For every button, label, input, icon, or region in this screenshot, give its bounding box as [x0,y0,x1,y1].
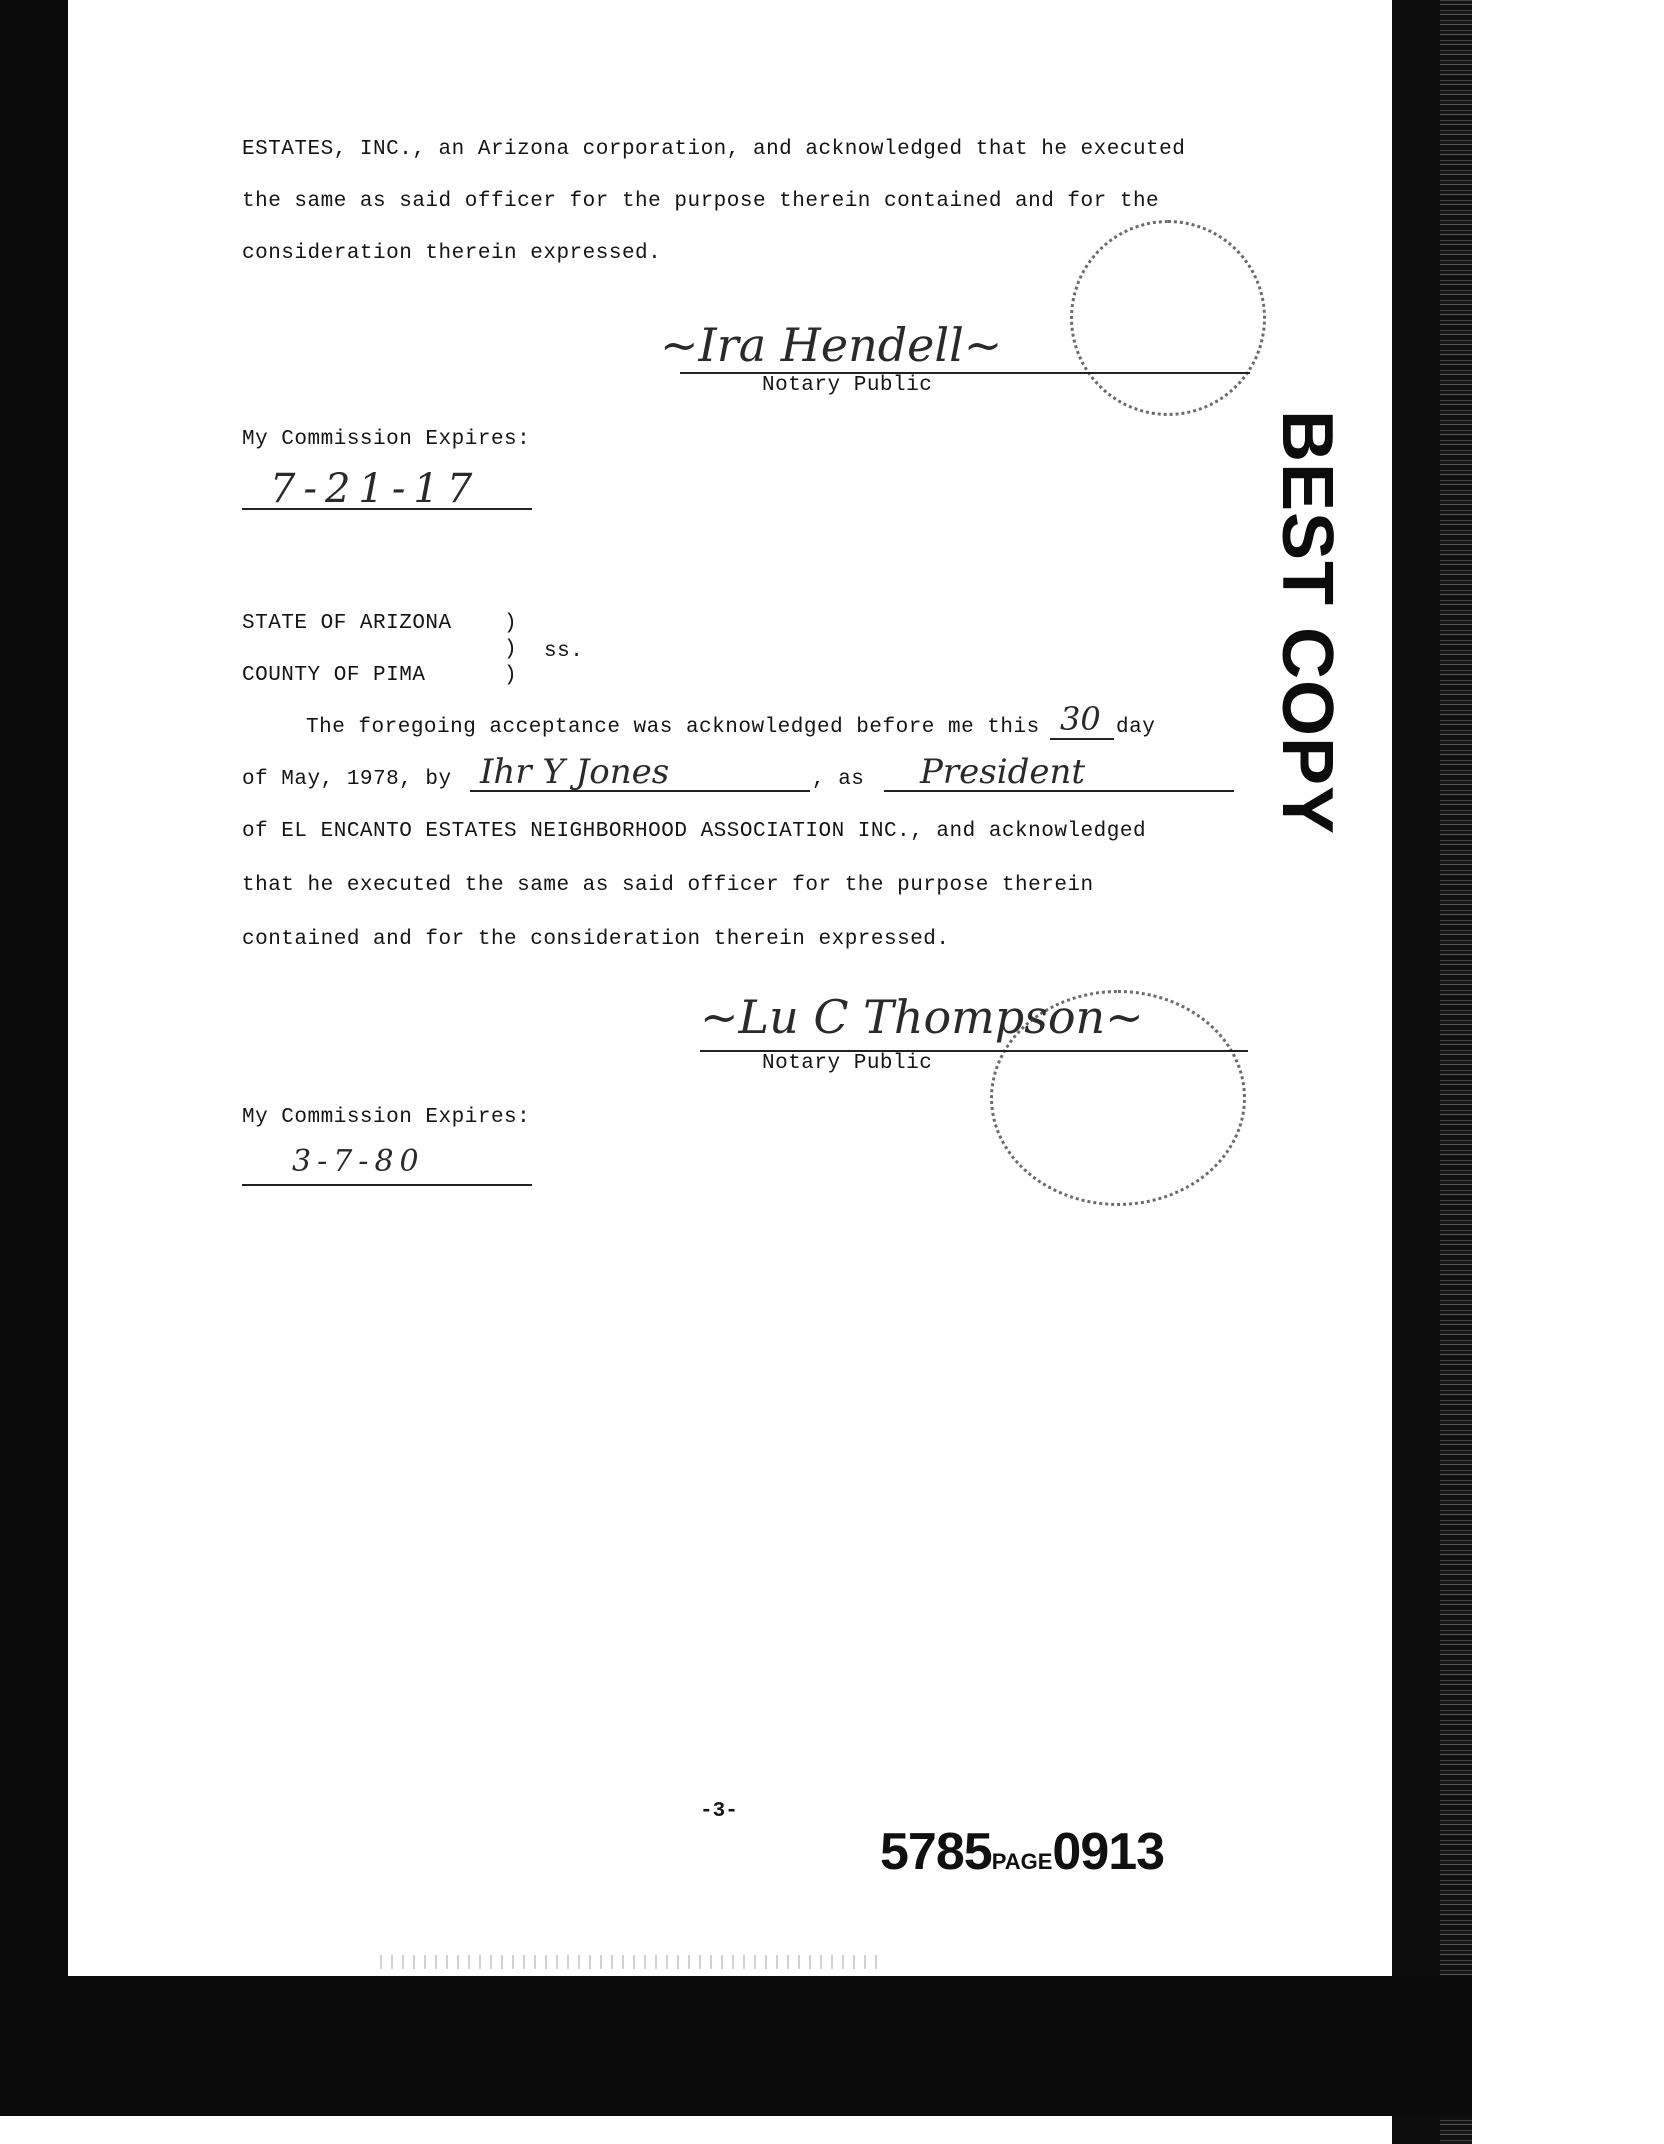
page-number: -3- [700,1800,738,1823]
best-copy-stamp [1267,410,1348,836]
scan-border-bottom [0,1976,1472,2116]
ack-title-handwritten: President [920,752,1086,792]
notary-signature-2: ~Lu C Thompson~ [700,990,1144,1044]
ack-line-2-prefix: of May, 1978, by [242,768,452,791]
paragraph-line-3: consideration therein expressed. [242,242,662,265]
ack-day-line [1050,738,1114,740]
book-page-number: 0913 [1052,1823,1165,1881]
scan-border-left [0,0,68,1990]
ack-line-2-as: , as [812,768,865,791]
commission-date-2: 3-7-80 [292,1144,425,1179]
scan-bleed-through [380,1955,880,1969]
venue-ss: ss. [544,640,584,663]
venue-county: COUNTY OF PIMA [242,664,426,687]
commission-label-1: My Commission Expires: [242,428,531,451]
ack-line-1-suffix: day [1116,716,1156,739]
commission-label-2: My Commission Expires: [242,1106,531,1129]
ack-line-3: of EL ENCANTO ESTATES NEIGHBORHOOD ASSOCIATION INC., and acknowledged [242,820,1147,843]
notary-signature-1: ~Ira Hendell~ [660,318,1003,372]
venue-bracket-2: ) [504,638,518,661]
book-number: 5785 [880,1823,992,1881]
best-copy-text: BEST COPY [1267,410,1347,836]
paragraph-line-1: ESTATES, INC., an Arizona corporation, and acknowledged that he executed [242,138,1186,161]
ack-signer-line [470,790,810,792]
ack-signer-name: Ihr Y Jones [480,752,670,792]
commission-date-line-1 [242,508,532,510]
venue-bracket-1: ) [504,612,518,635]
book-page-reference [880,1822,1164,1882]
book-page-label: PAGE [991,1849,1053,1874]
scan-noise-right [1440,0,1472,2144]
ack-line-4: that he executed the same as said officer for the purpose therein [242,874,1094,897]
commission-date-1: 7-21-17 [270,466,481,512]
paragraph-line-2: the same as said officer for the purpose therein contained and for the [242,190,1160,213]
notary-seal-1 [1070,220,1266,416]
notary-public-label-2: Notary Public [762,1052,933,1075]
ack-title-line [884,790,1234,792]
commission-date-line-2 [242,1184,532,1186]
notary-seal-2 [990,990,1246,1206]
ack-line-1-prefix: The foregoing acceptance was acknowledged before me this [306,716,1040,739]
venue-bracket-3: ) [504,664,518,687]
notary-public-label-1: Notary Public [762,374,933,397]
ack-line-5: contained and for the consideration therein expressed. [242,928,950,951]
venue-state: STATE OF ARIZONA [242,612,452,635]
ack-day-value: 30 [1060,700,1101,738]
